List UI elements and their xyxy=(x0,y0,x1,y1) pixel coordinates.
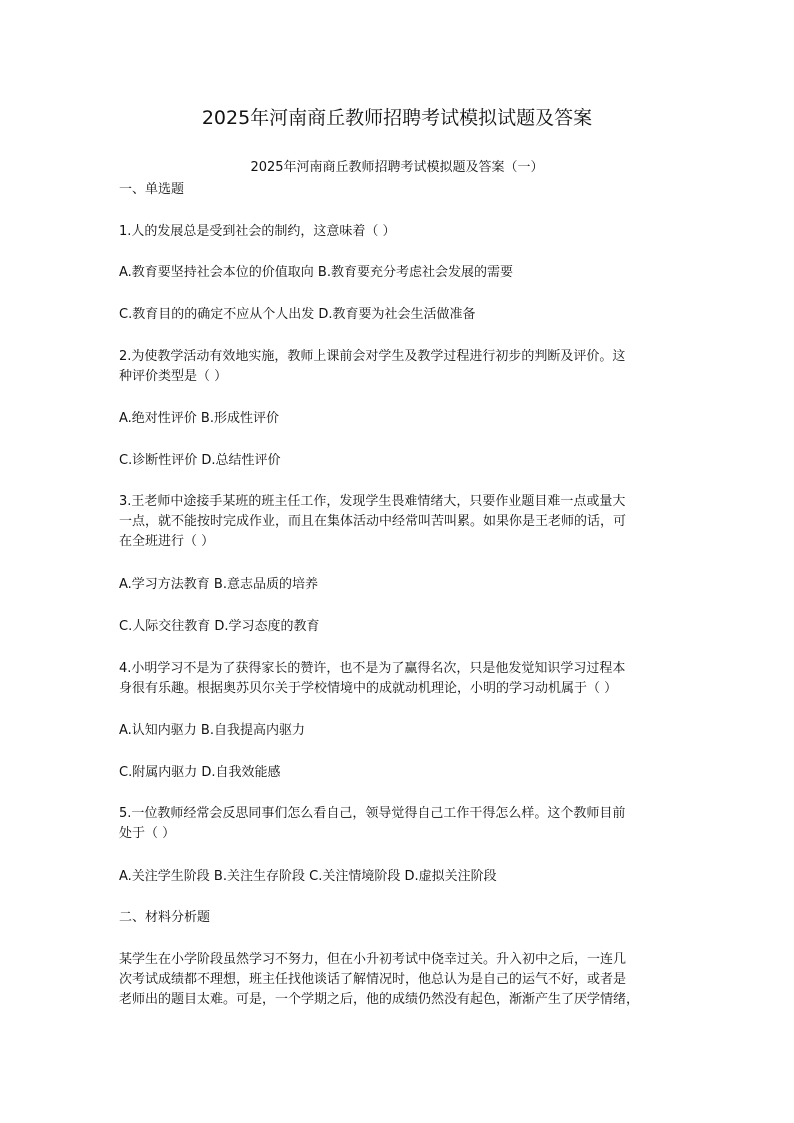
question-4-options-ab: A.认知内驱力 B.自我提高内驱力 xyxy=(119,723,305,738)
question-4-options-cd: C.附属内驱力 D.自我效能感 xyxy=(119,765,281,780)
question-3-stem xyxy=(119,492,675,552)
question-1-options-cd: C.教育目的的确定不应从个人出发 D.教育要为社会生活做准备 xyxy=(119,307,476,322)
question-2-options-ab: A.绝对性评价 B.形成性评价 xyxy=(119,411,279,426)
question-4-stem-line: 4.小明学习不是为了获得家长的赞许，也不是为了赢得名次，只是他发觉知识学习过程本 xyxy=(119,661,626,676)
section-heading-material-analysis: 二、材料分析题 xyxy=(119,910,211,925)
section-heading-single-choice: 一、单选题 xyxy=(119,182,185,197)
material-paragraph xyxy=(119,950,675,1010)
question-1-stem: 1.人的发展总是受到社会的制约，这意味着（ ） xyxy=(119,224,396,239)
question-1-options-ab: A.教育要坚持社会本位的价值取向 B.教育要充分考虑社会发展的需要 xyxy=(119,265,513,280)
question-2-stem xyxy=(119,347,675,387)
document-subtitle: 2025年河南商丘教师招聘考试模拟题及答案（一） xyxy=(250,160,544,175)
question-5-stem-line: 5.一位教师经常会反思同事们怎么看自己，领导觉得自己工作干得怎么样。这个教师目前 xyxy=(119,806,626,821)
question-4-stem-line: 身很有乐趣。根据奥苏贝尔关于学校情境中的成就动机理论，小明的学习动机属于（ ） xyxy=(119,681,618,696)
document-title: 2025年河南商丘教师招聘考试模拟试题及答案 xyxy=(201,107,593,129)
question-2-options-cd: C.诊断性评价 D.总结性评价 xyxy=(119,453,281,468)
question-2-stem-line: 2.为使教学活动有效地实施，教师上课前会对学生及教学过程进行初步的判断及评价。这 xyxy=(119,349,626,364)
question-3-stem-line: 在全班进行（ ） xyxy=(119,534,215,549)
material-line: 某学生在小学阶段虽然学习不努力，但在小升初考试中侥幸过关。升入初中之后，一连几 xyxy=(119,952,627,967)
question-3-options-ab: A.学习方法教育 B.意志品质的培养 xyxy=(119,577,318,592)
question-2-stem-line: 种评价类型是（ ） xyxy=(119,369,228,384)
question-3-options-cd: C.人际交往教育 D.学习态度的教育 xyxy=(119,619,320,634)
question-5-stem-line: 处于（ ） xyxy=(119,826,176,841)
question-3-stem-line: 一点，就不能按时完成作业，而且在集体活动中经常叫苦叫累。如果你是王老师的话，可 xyxy=(119,514,627,529)
material-line: 老师出的题目太难。可是，一个学期之后，他的成绩仍然没有起色，渐渐产生了厌学情绪， xyxy=(119,992,640,1007)
question-5-stem xyxy=(119,804,675,844)
question-3-stem-line: 3.王老师中途接手某班的班主任工作，发现学生畏难情绪大，只要作业题目难一点或量大 xyxy=(119,494,626,509)
question-5-options: A.关注学生阶段 B.关注生存阶段 C.关注情境阶段 D.虚拟关注阶段 xyxy=(119,869,497,884)
material-line: 次考试成绩都不理想，班主任找他谈话了解情况时，他总认为是自己的运气不好，或者是 xyxy=(119,972,627,987)
question-4-stem xyxy=(119,659,675,699)
